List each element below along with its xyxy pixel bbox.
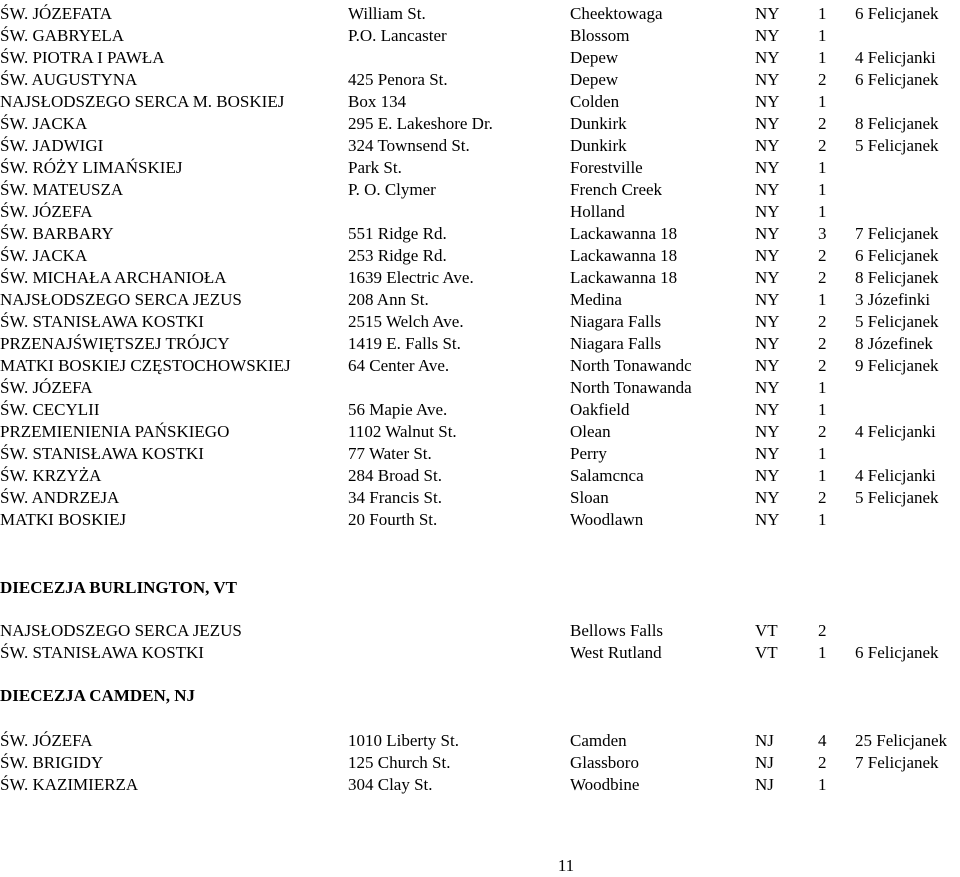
parish-sisters: 25 Felicjanek [855, 731, 948, 750]
parish-city: Salamcnca [570, 466, 644, 485]
parish-name: ŚW. JÓZEFATA [0, 4, 112, 23]
parish-count: 2 [818, 422, 827, 441]
parish-row [0, 355, 960, 377]
parish-count: 2 [818, 356, 827, 375]
page-number: 11 [557, 856, 575, 875]
parish-city: Depew [570, 70, 619, 89]
parish-row [0, 620, 960, 642]
parish-row [0, 135, 960, 157]
parish-sisters: 7 Felicjanek [855, 224, 939, 243]
parish-name: NAJSŁODSZEGO SERCA JEZUS [0, 621, 242, 640]
parish-state: NY [755, 26, 780, 45]
parish-state: NJ [755, 775, 774, 794]
parish-count: 2 [818, 136, 827, 155]
parish-count: 1 [818, 4, 827, 23]
parish-city: Bellows Falls [570, 621, 664, 640]
parish-sisters: 5 Felicjanek [855, 312, 939, 331]
parish-row [0, 69, 960, 91]
parish-count: 1 [818, 444, 827, 463]
parish-city: Niagara Falls [570, 312, 662, 331]
parish-row [0, 223, 960, 245]
parish-count: 1 [818, 378, 827, 397]
parish-name: ŚW. STANISŁAWA KOSTKI [0, 643, 204, 662]
parish-city: West Rutland [570, 643, 662, 662]
parish-address: P.O. Lancaster [348, 26, 447, 45]
parish-city: Lackawanna 18 [570, 224, 678, 243]
parish-count: 1 [818, 48, 827, 67]
parish-address: 208 Ann St. [348, 290, 429, 309]
parish-address: 56 Mapie Ave. [348, 400, 448, 419]
parish-address: 20 Fourth St. [348, 510, 438, 529]
parish-city: Camden [570, 731, 627, 750]
parish-name: ŚW. PIOTRA I PAWŁA [0, 48, 165, 67]
parish-sisters: 4 Felicjanki [855, 466, 936, 485]
parish-row [0, 3, 960, 25]
parish-count: 2 [818, 70, 827, 89]
parish-state: NY [755, 466, 780, 485]
parish-state: NY [755, 246, 780, 265]
parish-address: 77 Water St. [348, 444, 432, 463]
parish-row [0, 443, 960, 465]
parish-city: Forestville [570, 158, 643, 177]
parish-city: Dunkirk [570, 136, 627, 155]
parish-state: NY [755, 48, 780, 67]
parish-sisters: 6 Felicjanek [855, 4, 939, 23]
parish-state: NJ [755, 753, 774, 772]
parish-count: 3 [818, 224, 827, 243]
parish-city: Blossom [570, 26, 630, 45]
parish-address: 304 Clay St. [348, 775, 433, 794]
parish-name: MATKI BOSKIEJ CZĘSTOCHOWSKIEJ [0, 356, 291, 375]
parish-state: NY [755, 312, 780, 331]
parish-city: Woodlawn [570, 510, 644, 529]
parish-city: Colden [570, 92, 620, 111]
parish-state: NY [755, 92, 780, 111]
parish-city: North Tonawanda [570, 378, 692, 397]
parish-sisters: 5 Felicjanek [855, 488, 939, 507]
parish-address: 551 Ridge Rd. [348, 224, 447, 243]
parish-row [0, 399, 960, 421]
parish-count: 2 [818, 753, 827, 772]
parish-sisters: 6 Felicjanek [855, 643, 939, 662]
parish-name: ŚW. BARBARY [0, 224, 114, 243]
parish-sisters: 6 Felicjanek [855, 70, 939, 89]
parish-count: 2 [818, 488, 827, 507]
parish-address: 324 Townsend St. [348, 136, 470, 155]
parish-name: NAJSŁODSZEGO SERCA M. BOSKIEJ [0, 92, 285, 111]
parish-count: 1 [818, 92, 827, 111]
parish-address: 1010 Liberty St. [348, 731, 459, 750]
parish-count: 1 [818, 202, 827, 221]
parish-name: ŚW. STANISŁAWA KOSTKI [0, 444, 204, 463]
parish-count: 1 [818, 158, 827, 177]
parish-city: Depew [570, 48, 619, 67]
parish-row [0, 774, 960, 796]
parish-address: William St. [348, 4, 426, 23]
parish-city: North Tonawandc [570, 356, 692, 375]
parish-address: 2515 Welch Ave. [348, 312, 464, 331]
parish-count: 1 [818, 180, 827, 199]
parish-name: ŚW. STANISŁAWA KOSTKI [0, 312, 204, 331]
parish-sisters: 7 Felicjanek [855, 753, 939, 772]
parish-address: 34 Francis St. [348, 488, 442, 507]
parish-city: Olean [570, 422, 611, 441]
parish-state: NY [755, 136, 780, 155]
parish-row [0, 47, 960, 69]
parish-state: NY [755, 202, 780, 221]
parish-city: Medina [570, 290, 622, 309]
parish-name: ŚW. JACKA [0, 114, 88, 133]
parish-address: 125 Church St. [348, 753, 451, 772]
parish-sisters: 8 Felicjanek [855, 268, 939, 287]
parish-sisters: 8 Felicjanek [855, 114, 939, 133]
parish-count: 2 [818, 114, 827, 133]
parish-row [0, 377, 960, 399]
parish-count: 2 [818, 621, 827, 640]
parish-city: Woodbine [570, 775, 640, 794]
parish-sisters: 6 Felicjanek [855, 246, 939, 265]
parish-row [0, 267, 960, 289]
parish-address: Park St. [348, 158, 402, 177]
parish-address: P. O. Clymer [348, 180, 436, 199]
parish-city: Holland [570, 202, 625, 221]
parish-address: Box 134 [348, 92, 407, 111]
parish-name: ŚW. JÓZEFA [0, 731, 93, 750]
parish-row [0, 487, 960, 509]
parish-address: 425 Penora St. [348, 70, 448, 89]
parish-state: NY [755, 4, 780, 23]
parish-name: NAJSŁODSZEGO SERCA JEZUS [0, 290, 242, 309]
parish-state: VT [755, 621, 778, 640]
parish-state: NY [755, 114, 780, 133]
parish-count: 1 [818, 775, 827, 794]
parish-state: NY [755, 158, 780, 177]
parish-row [0, 642, 960, 664]
parish-state: NY [755, 180, 780, 199]
parish-address: 253 Ridge Rd. [348, 246, 447, 265]
parish-state: NY [755, 488, 780, 507]
parish-row [0, 91, 960, 113]
parish-row [0, 752, 960, 774]
parish-address: 1639 Electric Ave. [348, 268, 474, 287]
parish-state: NY [755, 444, 780, 463]
parish-count: 2 [818, 246, 827, 265]
parish-row [0, 179, 960, 201]
parish-name: ŚW. JACKA [0, 246, 88, 265]
parish-city: Dunkirk [570, 114, 627, 133]
parish-sisters: 5 Felicjanek [855, 136, 939, 155]
parish-city: Niagara Falls [570, 334, 662, 353]
parish-city: Lackawanna 18 [570, 246, 678, 265]
parish-state: NY [755, 400, 780, 419]
diocese-heading: DIECEZJA BURLINGTON, VT [0, 578, 237, 597]
parish-name: PRZEMIENIENIA PAŃSKIEGO [0, 422, 230, 441]
parish-sisters: 8 Józefinek [855, 334, 933, 353]
parish-city: Sloan [570, 488, 609, 507]
parish-row [0, 509, 960, 531]
parish-name: ŚW. RÓŻY LIMAŃSKIEJ [0, 158, 183, 177]
parish-state: NY [755, 334, 780, 353]
parish-row [0, 245, 960, 267]
parish-state: NY [755, 290, 780, 309]
parish-state: NJ [755, 731, 774, 750]
parish-name: ŚW. JÓZEFA [0, 378, 93, 397]
parish-name: ŚW. AUGUSTYNA [0, 70, 138, 89]
parish-row [0, 333, 960, 355]
parish-state: NY [755, 70, 780, 89]
parish-row [0, 421, 960, 443]
parish-address: 1102 Walnut St. [348, 422, 457, 441]
parish-sisters: 4 Felicjanki [855, 422, 936, 441]
parish-count: 2 [818, 268, 827, 287]
parish-name: ŚW. CECYLII [0, 400, 100, 419]
parish-state: NY [755, 356, 780, 375]
parish-name: ŚW. BRIGIDY [0, 753, 104, 772]
parish-count: 4 [818, 731, 827, 750]
parish-address: 284 Broad St. [348, 466, 442, 485]
parish-address: 1419 E. Falls St. [348, 334, 461, 353]
parish-state: NY [755, 268, 780, 287]
parish-sisters: 3 Józefinki [855, 290, 931, 309]
parish-count: 1 [818, 400, 827, 419]
parish-count: 2 [818, 334, 827, 353]
parish-row [0, 730, 960, 752]
parish-count: 1 [818, 643, 827, 662]
parish-city: Glassboro [570, 753, 639, 772]
parish-city: Perry [570, 444, 607, 463]
parish-state: NY [755, 224, 780, 243]
parish-count: 1 [818, 510, 827, 529]
parish-sisters: 9 Felicjanek [855, 356, 939, 375]
parish-count: 1 [818, 290, 827, 309]
parish-city: French Creek [570, 180, 663, 199]
parish-name: ŚW. JADWIGI [0, 136, 104, 155]
parish-row [0, 113, 960, 135]
parish-state: NY [755, 422, 780, 441]
parish-name: ŚW. KRZYŻA [0, 466, 102, 485]
parish-city: Lackawanna 18 [570, 268, 678, 287]
parish-state: NY [755, 378, 780, 397]
parish-city: Cheektowaga [570, 4, 663, 23]
parish-name: PRZENAJŚWIĘTSZEJ TRÓJCY [0, 334, 230, 353]
parish-name: MATKI BOSKIEJ [0, 510, 127, 529]
parish-count: 1 [818, 466, 827, 485]
parish-name: ŚW. GABRYELA [0, 26, 125, 45]
parish-row [0, 289, 960, 311]
parish-name: ŚW. MATEUSZA [0, 180, 124, 199]
parish-row [0, 201, 960, 223]
diocese-heading: DIECEZJA CAMDEN, NJ [0, 686, 196, 705]
parish-state: NY [755, 510, 780, 529]
parish-count: 1 [818, 26, 827, 45]
parish-name: ŚW. ANDRZEJA [0, 488, 120, 507]
parish-state: VT [755, 643, 778, 662]
parish-row [0, 311, 960, 333]
parish-name: ŚW. JÓZEFA [0, 202, 93, 221]
parish-count: 2 [818, 312, 827, 331]
parish-address: 295 E. Lakeshore Dr. [348, 114, 493, 133]
parish-row [0, 157, 960, 179]
parish-address: 64 Center Ave. [348, 356, 450, 375]
parish-name: ŚW. MICHAŁA ARCHANIOŁA [0, 268, 227, 287]
parish-sisters: 4 Felicjanki [855, 48, 936, 67]
parish-name: ŚW. KAZIMIERZA [0, 775, 139, 794]
parish-row [0, 25, 960, 47]
parish-row [0, 465, 960, 487]
parish-city: Oakfield [570, 400, 630, 419]
